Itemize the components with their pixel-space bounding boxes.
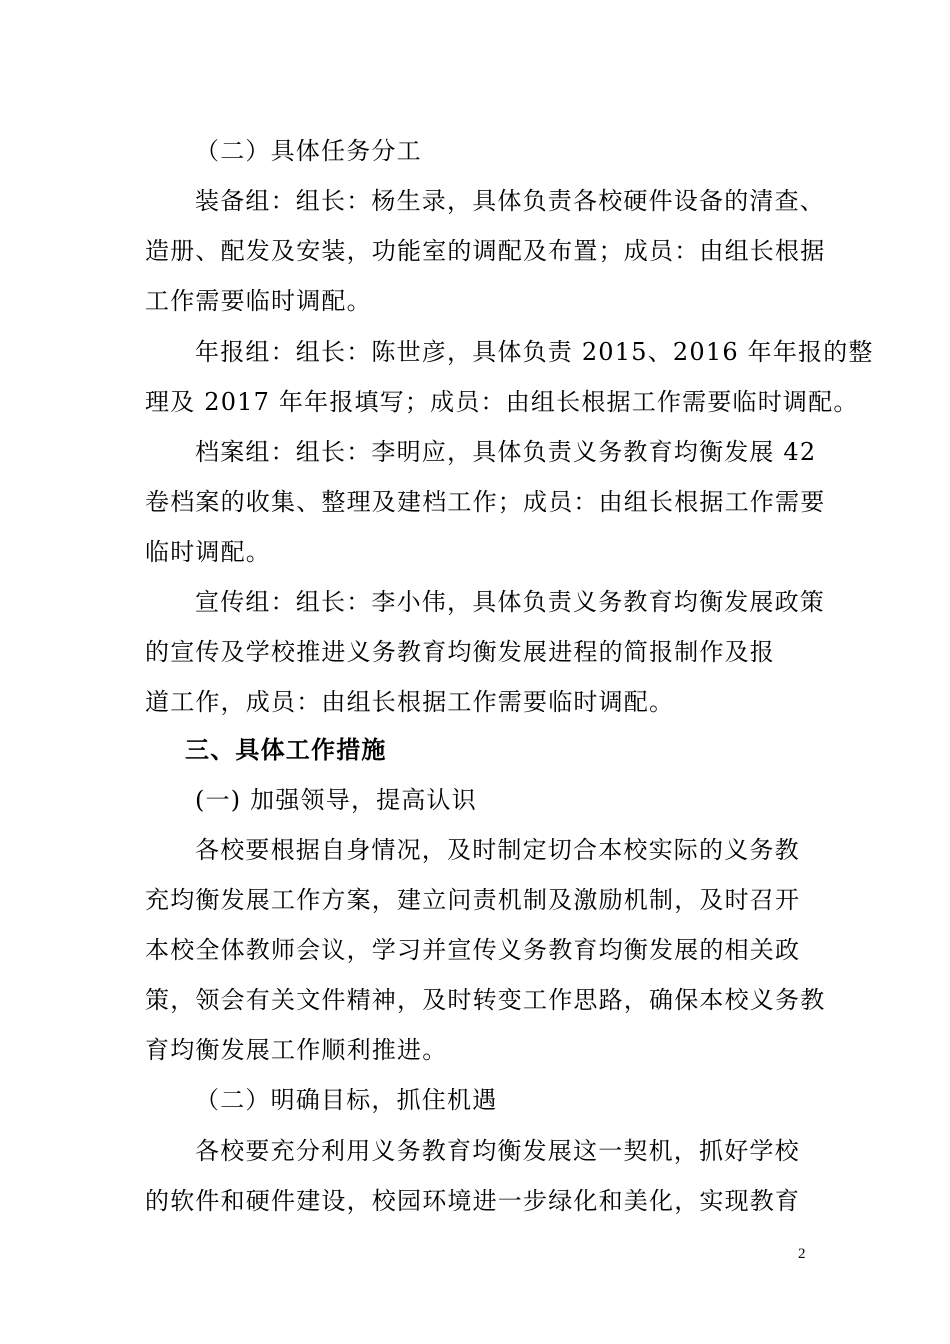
paragraph-line: 本校全体教师会议，学习并宣传义务教育均衡发展的相关政 <box>145 936 801 964</box>
paragraph-line: 装备组：组长：杨生录，具体负责各校硬件设备的清查、 <box>195 187 825 215</box>
paragraph-line: 充均衡发展工作方案，建立问责机制及激励机制，及时召开 <box>145 886 801 914</box>
paragraph-line: 年报组：组长：陈世彦，具体负责 2015、2016 年年报的整 <box>195 338 874 366</box>
paragraph-line: 工作需要临时调配。 <box>145 287 372 315</box>
section-subheading: （二）明确目标，抓住机遇 <box>195 1086 498 1114</box>
paragraph-line: 宣传组：组长：李小伟，具体负责义务教育均衡发展政策 <box>195 588 825 616</box>
paragraph-line: 各校要充分利用义务教育均衡发展这一契机，抓好学校 <box>195 1137 800 1165</box>
paragraph-line: 档案组：组长：李明应，具体负责义务教育均衡发展 42 <box>195 438 817 466</box>
page-number: 2 <box>798 1246 806 1262</box>
paragraph-line: 道工作，成员：由组长根据工作需要临时调配。 <box>145 688 675 716</box>
paragraph-line: 卷档案的收集、整理及建档工作；成员：由组长根据工作需要 <box>145 488 826 516</box>
paragraph-line: 的宣传及学校推进义务教育均衡发展进程的简报制作及报 <box>145 638 775 666</box>
paragraph-line: 临时调配。 <box>145 538 271 566</box>
section-heading: 三、具体工作措施 <box>185 735 387 764</box>
paragraph-line: 造册、配发及安装，功能室的调配及布置；成员：由组长根据 <box>145 237 826 265</box>
paragraph-line: 的软件和硬件建设，校园环境进一步绿化和美化，实现教育 <box>145 1187 801 1215</box>
paragraph-line: 理及 2017 年年报填写；成员：由组长根据工作需要临时调配。 <box>145 388 859 416</box>
section-subheading: (一) 加强领导，提高认识 <box>195 786 477 814</box>
paragraph-line: 育均衡发展工作顺利推进。 <box>145 1036 448 1064</box>
paragraph-line: 策，领会有关文件精神，及时转变工作思路，确保本校义务教 <box>145 986 826 1014</box>
paragraph-line: 各校要根据自身情况，及时制定切合本校实际的义务教 <box>195 836 800 864</box>
section-subheading: （二）具体任务分工 <box>195 137 422 165</box>
